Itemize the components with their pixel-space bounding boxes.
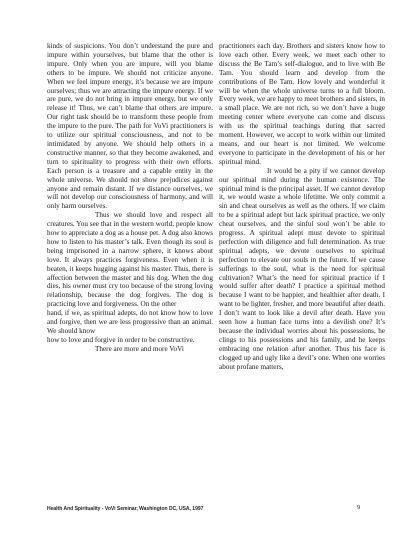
left-paragraph-3: hand, if we, as spiritual adepts, do not know how to love and forgive, then we are less progressive than an animal. We should know [47, 309, 213, 335]
right-paragraph-2: It would be a pity if we cannot develop our spiritual mind during the human existence. The spiritual mind is the principal asset. If we cannot develop it, we would waste a whole lifetime. We only commit a sin and cheat ourselves as well as the others. If we claim to be a spiritual adept but lack spiritual practice, we only cheat ourselves, and the sinful soul won’t be able to progress. A spiritual adept must devote to spiritual perfection with diligence and full determination. As true spiritual adepts, we devote ourselves to spiritual perfection to elevate our souls in the future. If we cause sufferings to the soul, what is the need for spiritual cultivation? What’s the need for spiritual practice if I would suffer after death? I practice a spiritual method because I want to be happier, and healthier after death. I want to be lighter, fresher, and more beautiful after death. I don’t want to look like a devil after death. Have you seen how a human face turns into a devilish one? It’s because the individual worries about his possessions, he clings to his possessions and his family, and he keeps embracing one relation after another. Thus his face is clogged up and ugly like a devil’s one. When one worries about profane matters, [219, 166, 385, 371]
left-paragraph-5: There are more and more VoVi [95, 344, 184, 353]
page-number: 9 [357, 504, 361, 511]
footer-text: Health And Spirituality - VoVi Seminar, Washington DC, USA, 1997 [47, 506, 204, 512]
left-paragraph-2: Thus we should love and respect all creatures. You see that in the western world, people know how to appreciate a dog as a house pet. A dog also knows how to listen to his master’s talk. Even though its soul is being imprisoned in a narrow sphere, it knows about love. It always practices forgiveness. Even when it is beaten, it keeps hugging against his master. Thus, there is affection between the master and his dog. When the dog dies, his owner must cry too because of the strong loving relationship, because the dog forgives. The dog is practicing love and forgiveness. On the other [47, 211, 213, 309]
right-paragraph-1: practitioners each day. Brothers and sisters know how to love each other. Every week, we meet each other to discuss the Be Tam’s self-dialogue, and to live with Be Tam. You should learn and develop from the contributions of Be Tam. How lovely and wonderful it will be when the whole universe turns to a full bloom. Every week, we are happy to meet brothers and sisters, in a small place. We are not rich, so we don’t have a huge meeting center where everyone can come and discuss with us the spiritual teachings during that sacred moment. However, we accept to work within our limited means, and our heart is not limited. We welcome everyone to participate in the development of his or her spiritual mind. [219, 42, 385, 166]
right-column [219, 42, 385, 372]
left-paragraph-4: how to love and forgive in order to be constructive. [47, 335, 195, 344]
left-column [47, 42, 213, 354]
left-paragraph-1: kinds of suspicions. You don’t understand the pure and impure within yourselves, but blame that the other is impure. Only when you are impure, will you blame others to be impure. We should not criticize anyone. When we feel impure energy, it’s because we are impure ourselves; thus we are attracting the impure energy. If we are pure, we do not bring in impure energy, but we only release it! Thus, we can’t blame that others are impure. Our right task should be to transform these people from the impure to the pure. The path for VoVi practitioners is to utilize our spiritual consciousness, and not to be intimidated by anyone. We should help others in a constructive manner, so that they become awakened, and turn to spirituality to progress with their own efforts. Each person is a treasure and a capable entity in the whole universe. We should not show prejudices against anyone and remain distant. If we distance ourselves, we will not develop our consciousness of harmony, and will only harm ourselves. [47, 42, 213, 211]
